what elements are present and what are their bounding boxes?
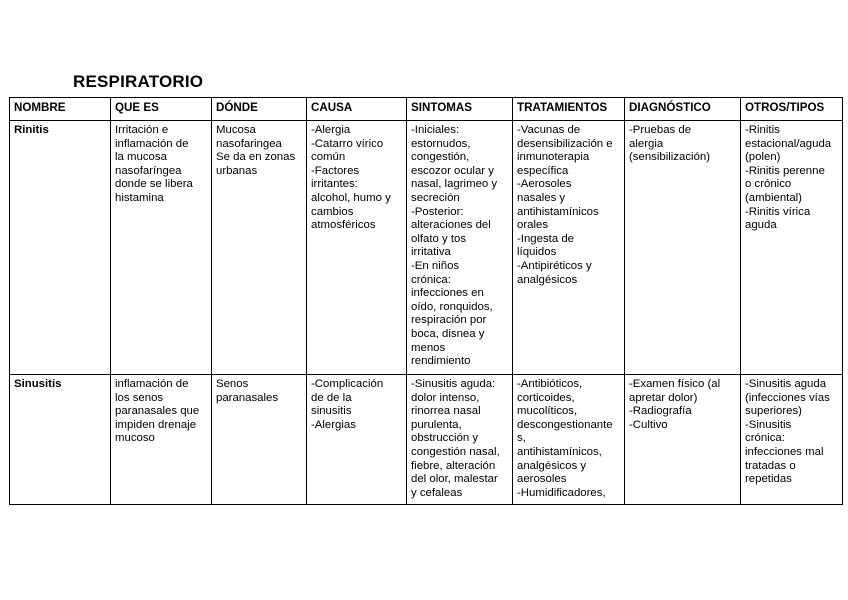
- cell-tratamientos: -Vacunas de desensibilización e inmunoterapia específica -Aerosoles nasales y antihistamínicos orales -Ingesta de líquidos -Antipiréticos y analgésicos: [513, 121, 625, 375]
- cell-sintomas: -Sinusitis aguda: dolor intenso, rinorrea nasal purulenta, obstrucción y congestión nasal, fiebre, alteración del olor, malestar y cefaleas: [407, 375, 513, 505]
- header-diagnostico: DIAGNÓSTICO: [625, 98, 741, 121]
- cell-nombre: Sinusitis: [10, 375, 111, 505]
- cell-que-es: Irritación e inflamación de la mucosa nasofaríngea donde se libera histamina: [111, 121, 212, 375]
- respiratory-table: [9, 97, 843, 505]
- header-sintomas: SINTOMAS: [407, 98, 513, 121]
- cell-donde: Mucosa nasofaringea Se da en zonas urbanas: [212, 121, 307, 375]
- header-otros-tipos: OTROS/TIPOS: [741, 98, 843, 121]
- cell-donde: Senos paranasales: [212, 375, 307, 505]
- table-row-rinitis: [10, 121, 843, 375]
- cell-causa: -Alergia -Catarro vírico común -Factores irritantes: alcohol, humo y cambios atmosféricos: [307, 121, 407, 375]
- header-causa: CAUSA: [307, 98, 407, 121]
- cell-que-es: inflamación de los senos paranasales que impiden drenaje mucoso: [111, 375, 212, 505]
- cell-otros-tipos: -Sinusitis aguda (infecciones vías superiores) -Sinusitis crónica: infecciones mal tratadas o repetidas: [741, 375, 843, 505]
- cell-tratamientos: -Antibióticos, corticoides, mucolíticos, descongestionante s, antihistamínicos, analgésicos y aerosoles -Humidificadores,: [513, 375, 625, 505]
- header-row: [10, 98, 843, 121]
- table-row-sinusitis: [10, 375, 843, 505]
- cell-nombre: Rinitis: [10, 121, 111, 375]
- header-nombre: NOMBRE: [10, 98, 111, 121]
- cell-diagnostico: -Examen físico (al apretar dolor) -Radiografía -Cultivo: [625, 375, 741, 505]
- cell-otros-tipos: -Rinitis estacional/aguda (polen) -Rinitis perenne o crónico (ambiental) -Rinitis vírica aguda: [741, 121, 843, 375]
- header-donde: DÓNDE: [212, 98, 307, 121]
- page-title: RESPIRATORIO: [73, 72, 204, 91]
- cell-sintomas: -Iniciales: estornudos, congestión, escozor ocular y nasal, lagrimeo y secreción -Posterior: alteraciones del olfato y tos irritativa -En niños crónica: infecciones en oído, ronquidos, respiración por boca, disnea y menos rendimiento: [407, 121, 513, 375]
- cell-diagnostico: -Pruebas de alergia (sensibilización): [625, 121, 741, 375]
- header-tratamientos: TRATAMIENTOS: [513, 98, 625, 121]
- cell-causa: -Complicación de de la sinusitis -Alergias: [307, 375, 407, 505]
- header-que-es: QUE ES: [111, 98, 212, 121]
